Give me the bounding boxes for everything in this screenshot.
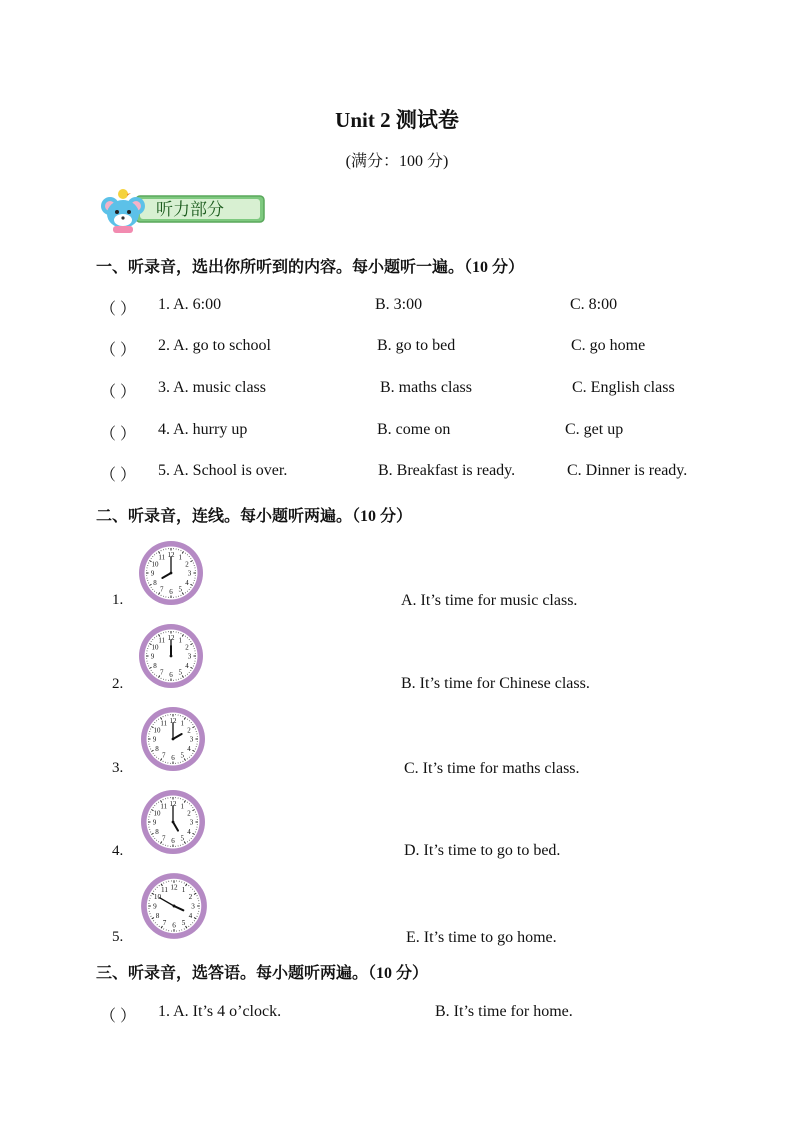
- clock-numeral: 8: [155, 912, 160, 921]
- clock-numeral: 2: [187, 726, 191, 735]
- page-subtitle: (满分：100 分): [345, 153, 449, 170]
- clock-numeral: 9: [153, 902, 157, 911]
- item-number: 2.: [112, 676, 124, 692]
- answer-blank[interactable]: （ ）: [100, 301, 137, 318]
- clock-center: [170, 655, 173, 658]
- answer-blank[interactable]: （ ）: [100, 384, 137, 401]
- option-b: B. 3:00: [375, 296, 423, 313]
- option-a: 3. A. music class: [158, 379, 266, 396]
- clock-numeral: 8: [155, 827, 159, 836]
- clock-numeral: 11: [158, 553, 166, 562]
- clock-numeral: 12: [167, 634, 175, 643]
- option-c: C. go home: [571, 337, 646, 354]
- clock-numeral: 10: [151, 643, 159, 652]
- clock-numeral: 2: [187, 809, 191, 818]
- clock-numeral: 9: [150, 569, 155, 578]
- answer-blank[interactable]: （ ）: [100, 467, 137, 484]
- clock-numeral: 8: [153, 578, 157, 587]
- clock-numeral: 7: [162, 751, 166, 760]
- clock-numeral: 11: [160, 719, 168, 728]
- clock-center: [170, 572, 173, 575]
- clock-numeral: 12: [169, 717, 177, 726]
- clock-numeral: 2: [188, 893, 193, 902]
- section3-heading: 三、听录音，选答语。每小题听两遍。（10 分）: [96, 965, 429, 982]
- clock-numeral: 1: [180, 802, 184, 811]
- clock-numeral: 5: [180, 834, 184, 843]
- item-number: 4.: [112, 843, 124, 859]
- clock-icon: [138, 704, 208, 774]
- answer-blank[interactable]: （ ）: [100, 342, 137, 359]
- item-number: 3.: [112, 760, 124, 776]
- clock-numeral: 9: [150, 652, 155, 661]
- clock-numeral: 6: [169, 671, 173, 680]
- clock-numeral: 7: [160, 668, 164, 677]
- clock-numeral: 1: [180, 719, 184, 728]
- clock-numeral: 10: [153, 893, 162, 902]
- clock-numeral: 1: [178, 636, 182, 645]
- option-b: B. come on: [377, 421, 451, 438]
- match-option[interactable]: E. It’s time to go home.: [406, 929, 557, 946]
- clock-numeral: 6: [171, 837, 175, 846]
- clock-icon: [136, 621, 206, 691]
- clock-numeral: 11: [160, 802, 168, 811]
- clock-icon: [136, 538, 206, 608]
- clock-numeral: 9: [152, 735, 157, 744]
- match-option[interactable]: B. It’s time for Chinese class.: [401, 675, 590, 692]
- clock-numeral: 4: [188, 912, 193, 921]
- clock-numeral: 5: [178, 585, 182, 594]
- clock-numeral: 10: [153, 809, 161, 818]
- option-a: 1. A. It’s 4 o’clock.: [158, 1003, 282, 1020]
- clock-numeral: 7: [160, 585, 164, 594]
- clock-center: [172, 738, 175, 741]
- option-b: B. It’s time for home.: [435, 1003, 573, 1020]
- clock-numeral: 2: [185, 643, 189, 652]
- clock-numeral: 11: [158, 636, 166, 645]
- listening-banner: [96, 184, 268, 234]
- clock-numeral: 7: [162, 919, 167, 928]
- option-b: B. Breakfast is ready.: [378, 462, 516, 479]
- option-b: B. maths class: [380, 379, 472, 396]
- clock-numeral: 3: [191, 902, 195, 911]
- option-a: 4. A. hurry up: [158, 421, 248, 438]
- answer-blank[interactable]: （ ）: [100, 426, 137, 443]
- clock-numeral: 12: [170, 883, 178, 892]
- clock-numeral: 4: [187, 827, 191, 836]
- clock-numeral: 5: [178, 668, 182, 677]
- clock-numeral: 4: [185, 578, 189, 587]
- clock-numeral: 6: [172, 921, 176, 930]
- section1-heading: 一、听录音，选出你所听到的内容。每小题听一遍。（10 分）: [96, 259, 525, 276]
- item-number: 5.: [112, 929, 124, 945]
- match-option[interactable]: A. It’s time for music class.: [401, 592, 578, 609]
- clock-numeral: 3: [187, 569, 192, 578]
- option-a: 2. A. go to school: [158, 337, 271, 354]
- clock-numeral: 4: [185, 661, 189, 670]
- clock-numeral: 7: [162, 834, 166, 843]
- clock-numeral: 4: [187, 744, 191, 753]
- section2-heading: 二、听录音，连线。每小题听两遍。（10 分）: [96, 508, 413, 525]
- clock-numeral: 2: [185, 560, 189, 569]
- clock-numeral: 5: [180, 751, 184, 760]
- clock-numeral: 12: [167, 551, 175, 560]
- match-option[interactable]: D. It’s time to go to bed.: [404, 842, 561, 859]
- clock-center: [173, 905, 176, 908]
- clock-numeral: 1: [178, 553, 182, 562]
- banner-label: 听力部分: [156, 200, 224, 220]
- option-b: B. go to bed: [377, 337, 456, 354]
- clock-numeral: 8: [153, 661, 157, 670]
- clock-numeral: 6: [169, 588, 173, 597]
- clock-icon: [138, 870, 210, 942]
- clock-numeral: 1: [181, 886, 186, 895]
- clock-center: [172, 821, 175, 824]
- clock-numeral: 6: [171, 754, 175, 763]
- answer-blank[interactable]: （ ）: [100, 1008, 137, 1025]
- match-option[interactable]: C. It’s time for maths class.: [404, 760, 580, 777]
- option-c: C. English class: [572, 379, 675, 396]
- clock-numeral: 3: [187, 652, 192, 661]
- option-a: 1. A. 6:00: [158, 296, 222, 313]
- clock-numeral: 5: [181, 919, 186, 928]
- option-a: 5. A. School is over.: [158, 462, 288, 479]
- option-c: C. Dinner is ready.: [567, 462, 688, 479]
- item-number: 1.: [112, 592, 124, 608]
- option-c: C. get up: [565, 421, 624, 438]
- clock-numeral: 10: [151, 560, 159, 569]
- clock-numeral: 3: [189, 818, 194, 827]
- clock-numeral: 3: [189, 735, 194, 744]
- clock-numeral: 9: [152, 818, 157, 827]
- clock-numeral: 12: [169, 800, 177, 809]
- clock-numeral: 10: [153, 726, 161, 735]
- clock-numeral: 8: [155, 744, 159, 753]
- clock-icon: [138, 787, 208, 857]
- page-title: Unit 2 测试卷: [335, 108, 459, 132]
- clock-numeral: 11: [161, 886, 168, 895]
- option-c: C. 8:00: [570, 296, 618, 313]
